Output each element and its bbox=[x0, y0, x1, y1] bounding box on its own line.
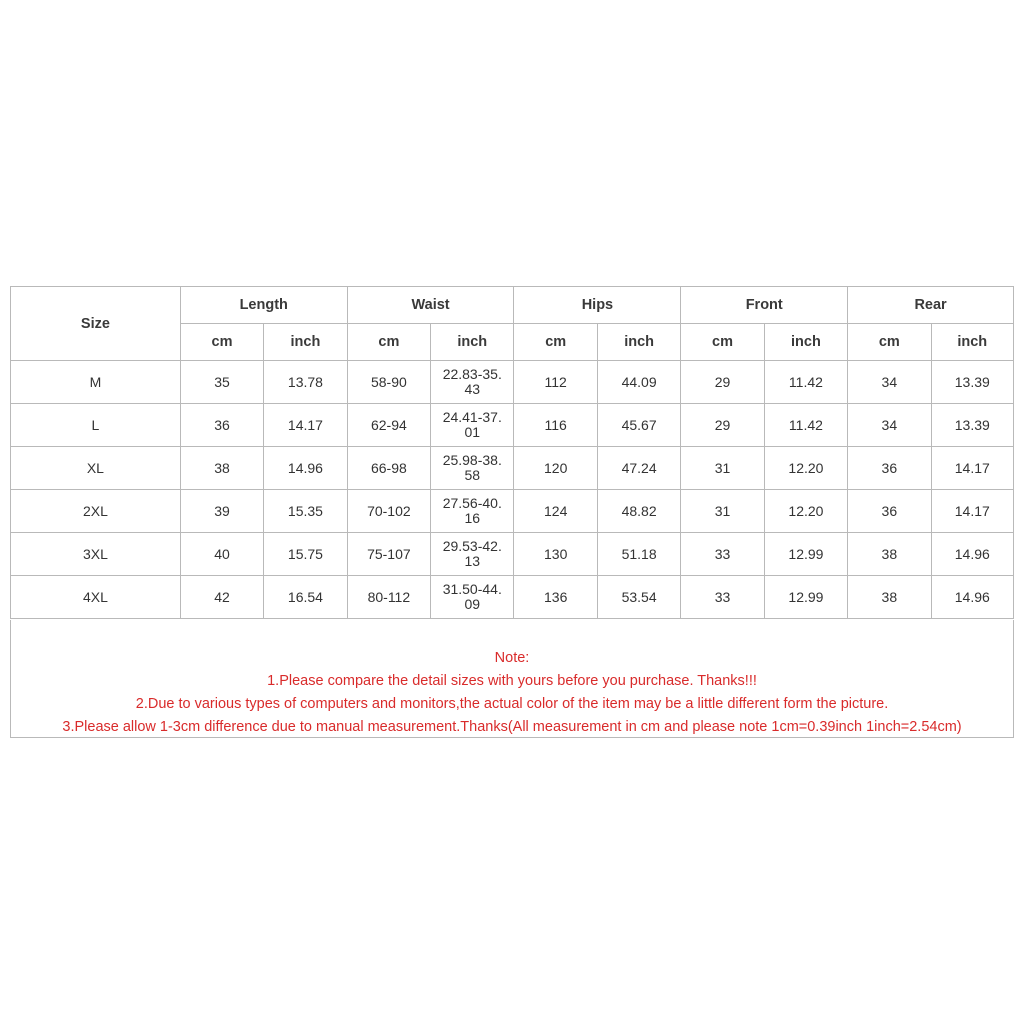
group-header-rear: Rear bbox=[848, 287, 1014, 324]
table-row bbox=[11, 490, 1014, 533]
length-cm-cell: 36 bbox=[180, 404, 263, 447]
rear-cm-cell: 38 bbox=[848, 576, 931, 619]
length-cm-cell: 35 bbox=[180, 361, 263, 404]
hips-inch-cell: 53.54 bbox=[597, 576, 680, 619]
front-inch-cell: 11.42 bbox=[764, 404, 847, 447]
unit-header: cm bbox=[347, 324, 430, 361]
note-line-2: 2.Due to various types of computers and monitors,the actual color of the item may be a little different form the picture. bbox=[135, 696, 889, 712]
waist-inch-line-1: 24.41-37. bbox=[442, 409, 502, 425]
waist-inch-line-2: 58 bbox=[464, 467, 481, 483]
hips-cm-cell: 120 bbox=[514, 447, 597, 490]
front-inch-cell: 12.99 bbox=[764, 533, 847, 576]
rear-inch-cell: 14.17 bbox=[931, 447, 1013, 490]
hips-cm-cell: 136 bbox=[514, 576, 597, 619]
waist-cm-cell: 70-102 bbox=[347, 490, 430, 533]
length-cm-cell: 38 bbox=[180, 447, 263, 490]
front-inch-cell: 11.42 bbox=[764, 361, 847, 404]
hips-cm-cell: 116 bbox=[514, 404, 597, 447]
size-cell: XL bbox=[11, 447, 181, 490]
rear-inch-cell: 13.39 bbox=[931, 361, 1013, 404]
waist-inch-line-2: 16 bbox=[464, 510, 481, 526]
rear-inch-cell: 13.39 bbox=[931, 404, 1013, 447]
hips-inch-cell: 48.82 bbox=[597, 490, 680, 533]
unit-header: inch bbox=[764, 324, 847, 361]
hips-cm-cell: 124 bbox=[514, 490, 597, 533]
size-header: Size bbox=[11, 287, 181, 361]
length-cm-cell: 42 bbox=[180, 576, 263, 619]
front-inch-cell: 12.99 bbox=[764, 576, 847, 619]
unit-header: inch bbox=[264, 324, 347, 361]
size-chart bbox=[10, 286, 1014, 738]
rear-inch-cell: 14.96 bbox=[931, 576, 1013, 619]
waist-inch-line-1: 27.56-40. bbox=[442, 495, 502, 511]
size-cell: 4XL bbox=[11, 576, 181, 619]
length-inch-cell: 15.75 bbox=[264, 533, 347, 576]
length-cm-cell: 39 bbox=[180, 490, 263, 533]
length-inch-cell: 14.96 bbox=[264, 447, 347, 490]
note-line-3: 3.Please allow 1-3cm difference due to manual measurement.Thanks(All measurement in cm and please note 1cm=0.39inch 1inch=2.54cm) bbox=[62, 719, 962, 735]
front-inch-cell: 12.20 bbox=[764, 447, 847, 490]
hips-inch-cell: 45.67 bbox=[597, 404, 680, 447]
waist-inch-line-1: 31.50-44. bbox=[442, 581, 502, 597]
unit-header: inch bbox=[431, 324, 514, 361]
waist-inch-cell bbox=[431, 404, 514, 447]
table-row bbox=[11, 361, 1014, 404]
front-cm-cell: 31 bbox=[681, 490, 764, 533]
waist-inch-line-2: 43 bbox=[464, 381, 481, 397]
size-cell: 2XL bbox=[11, 490, 181, 533]
front-cm-cell: 33 bbox=[681, 533, 764, 576]
waist-cm-cell: 58-90 bbox=[347, 361, 430, 404]
size-cell: L bbox=[11, 404, 181, 447]
rear-cm-cell: 36 bbox=[848, 447, 931, 490]
waist-inch-cell bbox=[431, 447, 514, 490]
waist-inch-cell bbox=[431, 490, 514, 533]
unit-header: cm bbox=[180, 324, 263, 361]
group-header-waist: Waist bbox=[347, 287, 514, 324]
group-header-length: Length bbox=[180, 287, 347, 324]
waist-inch-line-1: 22.83-35. bbox=[442, 366, 502, 382]
waist-inch-cell bbox=[431, 533, 514, 576]
group-header-hips: Hips bbox=[514, 287, 681, 324]
size-cell: 3XL bbox=[11, 533, 181, 576]
note-title: Note: bbox=[494, 650, 530, 666]
front-cm-cell: 29 bbox=[681, 361, 764, 404]
front-cm-cell: 29 bbox=[681, 404, 764, 447]
length-inch-cell: 15.35 bbox=[264, 490, 347, 533]
rear-cm-cell: 36 bbox=[848, 490, 931, 533]
rear-inch-cell: 14.96 bbox=[931, 533, 1013, 576]
rear-cm-cell: 34 bbox=[848, 361, 931, 404]
hips-inch-cell: 47.24 bbox=[597, 447, 680, 490]
rear-cm-cell: 38 bbox=[848, 533, 931, 576]
hips-inch-cell: 51.18 bbox=[597, 533, 680, 576]
waist-cm-cell: 75-107 bbox=[347, 533, 430, 576]
hips-cm-cell: 130 bbox=[514, 533, 597, 576]
table-header bbox=[11, 287, 1014, 361]
length-inch-cell: 13.78 bbox=[264, 361, 347, 404]
unit-header: inch bbox=[597, 324, 680, 361]
waist-inch-line-1: 25.98-38. bbox=[442, 452, 502, 468]
table-row bbox=[11, 404, 1014, 447]
waist-cm-cell: 62-94 bbox=[347, 404, 430, 447]
waist-inch-line-2: 13 bbox=[464, 553, 481, 569]
length-cm-cell: 40 bbox=[180, 533, 263, 576]
table-body bbox=[11, 361, 1014, 619]
note-box bbox=[10, 620, 1014, 738]
unit-header: cm bbox=[848, 324, 931, 361]
rear-inch-cell: 14.17 bbox=[931, 490, 1013, 533]
size-table bbox=[10, 286, 1014, 619]
hips-inch-cell: 44.09 bbox=[597, 361, 680, 404]
waist-cm-cell: 80-112 bbox=[347, 576, 430, 619]
rear-cm-cell: 34 bbox=[848, 404, 931, 447]
hips-cm-cell: 112 bbox=[514, 361, 597, 404]
front-inch-cell: 12.20 bbox=[764, 490, 847, 533]
length-inch-cell: 16.54 bbox=[264, 576, 347, 619]
waist-inch-cell bbox=[431, 361, 514, 404]
waist-inch-line-2: 01 bbox=[464, 424, 481, 440]
waist-inch-cell bbox=[431, 576, 514, 619]
front-cm-cell: 33 bbox=[681, 576, 764, 619]
note-line-1: 1.Please compare the detail sizes with yours before you purchase. Thanks!!! bbox=[267, 673, 757, 689]
front-cm-cell: 31 bbox=[681, 447, 764, 490]
waist-inch-line-1: 29.53-42. bbox=[442, 538, 502, 554]
table-row bbox=[11, 576, 1014, 619]
unit-header: inch bbox=[931, 324, 1013, 361]
table-row bbox=[11, 533, 1014, 576]
unit-header: cm bbox=[514, 324, 597, 361]
length-inch-cell: 14.17 bbox=[264, 404, 347, 447]
waist-inch-line-2: 09 bbox=[464, 596, 481, 612]
waist-cm-cell: 66-98 bbox=[347, 447, 430, 490]
unit-header: cm bbox=[681, 324, 764, 361]
table-row bbox=[11, 447, 1014, 490]
size-cell: M bbox=[11, 361, 181, 404]
group-header-front: Front bbox=[681, 287, 848, 324]
